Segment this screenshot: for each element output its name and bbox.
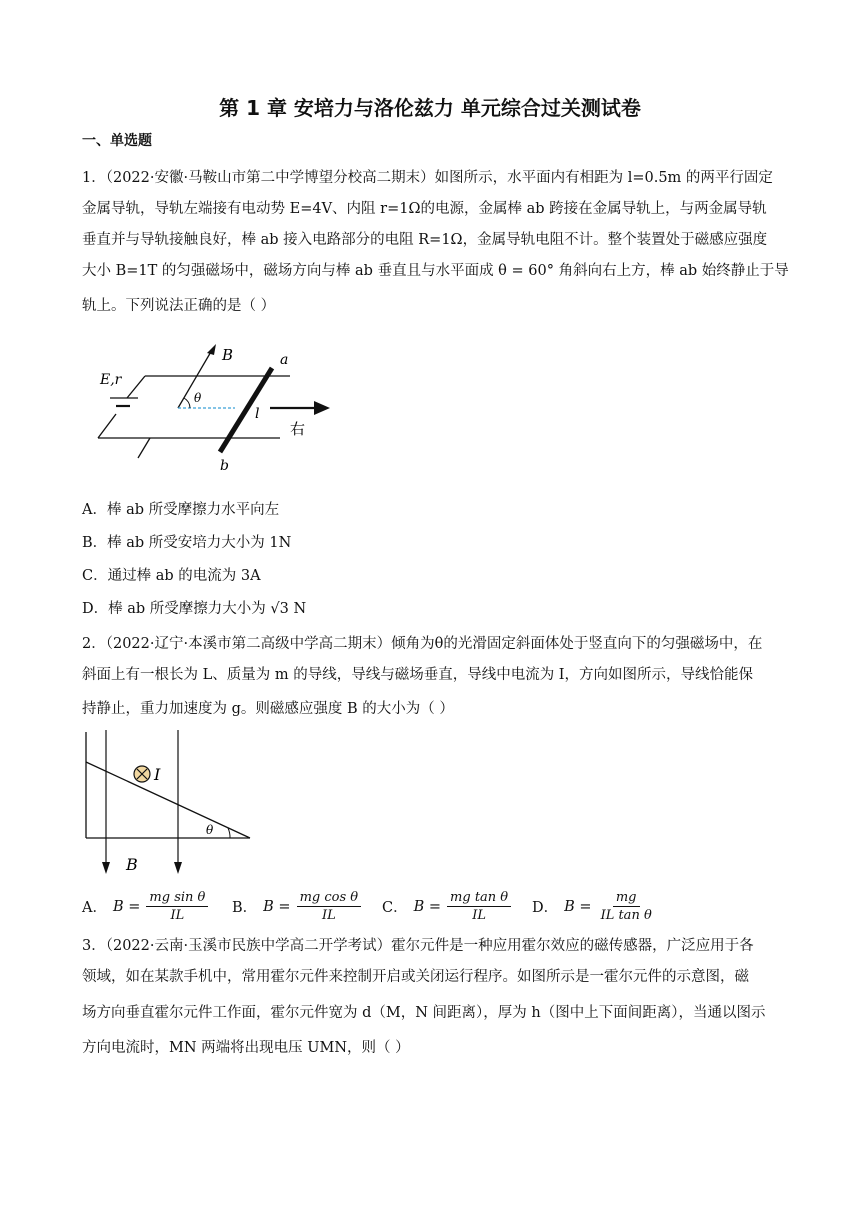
label-b: b [220,458,229,474]
question-1-line: 大小 B=1T 的匀强磁场中，磁场方向与棒 ab 垂直且与水平面成 θ = 60° 角斜向右上方，棒 ab 始终静止于导 [82,263,789,279]
fraction-denominator: IL tan θ [600,908,652,923]
option-d[interactable] [532,890,655,923]
label-l: l [255,406,260,422]
label-theta: θ [194,391,202,405]
formula-fraction [598,890,655,923]
option-a[interactable] [82,890,208,923]
option-c[interactable]: C．通过棒 ab 的电流为 3A [82,568,261,584]
question-2-figure [82,728,262,878]
incline-slope [86,762,250,838]
label-er: E,r [100,372,122,388]
option-b[interactable] [232,890,361,923]
fraction-denominator: IL [170,908,185,923]
question-2-line: 持静止，重力加速度为 g。则磁感应强度 B 的大小为（ ） [82,701,454,717]
fraction-numerator: mg sin θ [146,890,208,907]
question-1-line: 轨上。下列说法正确的是（ ） [82,298,276,314]
formula-lhs: B = [564,898,592,915]
option-letter: A． [82,900,107,916]
question-2-line: 2．（2022·辽宁·本溪市第二高级中学高二期末）倾角为θ的光滑固定斜面体处于竖直向下的匀强磁场中，在 [82,636,763,652]
label-a: a [280,352,289,368]
fraction-denominator: IL [321,908,336,923]
formula-lhs: B = [112,898,141,915]
formula-fraction [297,890,362,923]
page-title: 第 1 章 安培力与洛伦兹力 单元综合过关测试卷 [219,96,641,120]
option-b[interactable]: B．棒 ab 所受安培力大小为 1N [82,535,292,551]
label-b-field: B [126,855,138,874]
formula-fraction [146,890,208,923]
formula-fraction [447,890,511,923]
fraction-denominator: IL [472,908,486,923]
question-1-line: 1．（2022·安徽·马鞍山市第二中学博望分校高二期末）如图所示，水平面内有相距为 l=0.5m 的两平行固定 [82,170,773,186]
question-1-line: 金属导轨，导轨左端接有电动势 E=4V、内阻 r=1Ω的电源，金属棒 ab 跨接在金属导轨上，与两金属导轨 [82,201,767,217]
question-3-line: 3．（2022·云南·玉溪市民族中学高二开学考试）霍尔元件是一种应用霍尔效应的磁传感器，广泛应用于各 [82,938,754,954]
option-d[interactable]: D．棒 ab 所受摩擦力大小为 √3 N [82,601,307,617]
question-2-line: 斜面上有一根长为 L、质量为 m 的导线，导线与磁场垂直，导线中电流为 I，方向如图所示，导线恰能保 [82,667,754,683]
formula-lhs: B = [263,898,291,915]
rod-ab [220,368,272,452]
fraction-numerator: mg tan θ [447,890,511,907]
label-right: 右 [290,420,306,438]
section-heading: 一、单选题 [82,133,152,149]
question-1-figure [90,340,350,480]
label-theta: θ [206,823,214,837]
question-3-line: 场方向垂直霍尔元件工作面，霍尔元件宽为 d（M，N 间距离），厚为 h（图中上下面间距离），当通以图示 [82,1005,766,1021]
option-c[interactable] [382,890,511,923]
question-3-line: 领域，如在某款手机中，常用霍尔元件来控制开启或关闭运行程序。如图所示是一霍尔元件的示意图，磁 [82,969,749,985]
option-letter: B． [232,900,258,916]
question-1-line: 垂直并与导轨接触良好，棒 ab 接入电路部分的电阻 R=1Ω，金属导轨电阻不计。整个装置处于磁感应强度 [82,232,768,248]
fraction-numerator: mg cos θ [297,890,362,907]
label-b-field: B [222,346,234,364]
option-a[interactable]: A．棒 ab 所受摩擦力水平向左 [82,502,280,518]
option-letter: D． [532,900,559,916]
option-letter: C． [382,900,408,916]
formula-lhs: B = [413,898,442,915]
fraction-numerator: mg [613,890,640,907]
question-3-line: 方向电流时，MN 两端将出现电压 UMN，则（ ） [82,1040,410,1056]
label-i: I [154,765,161,784]
